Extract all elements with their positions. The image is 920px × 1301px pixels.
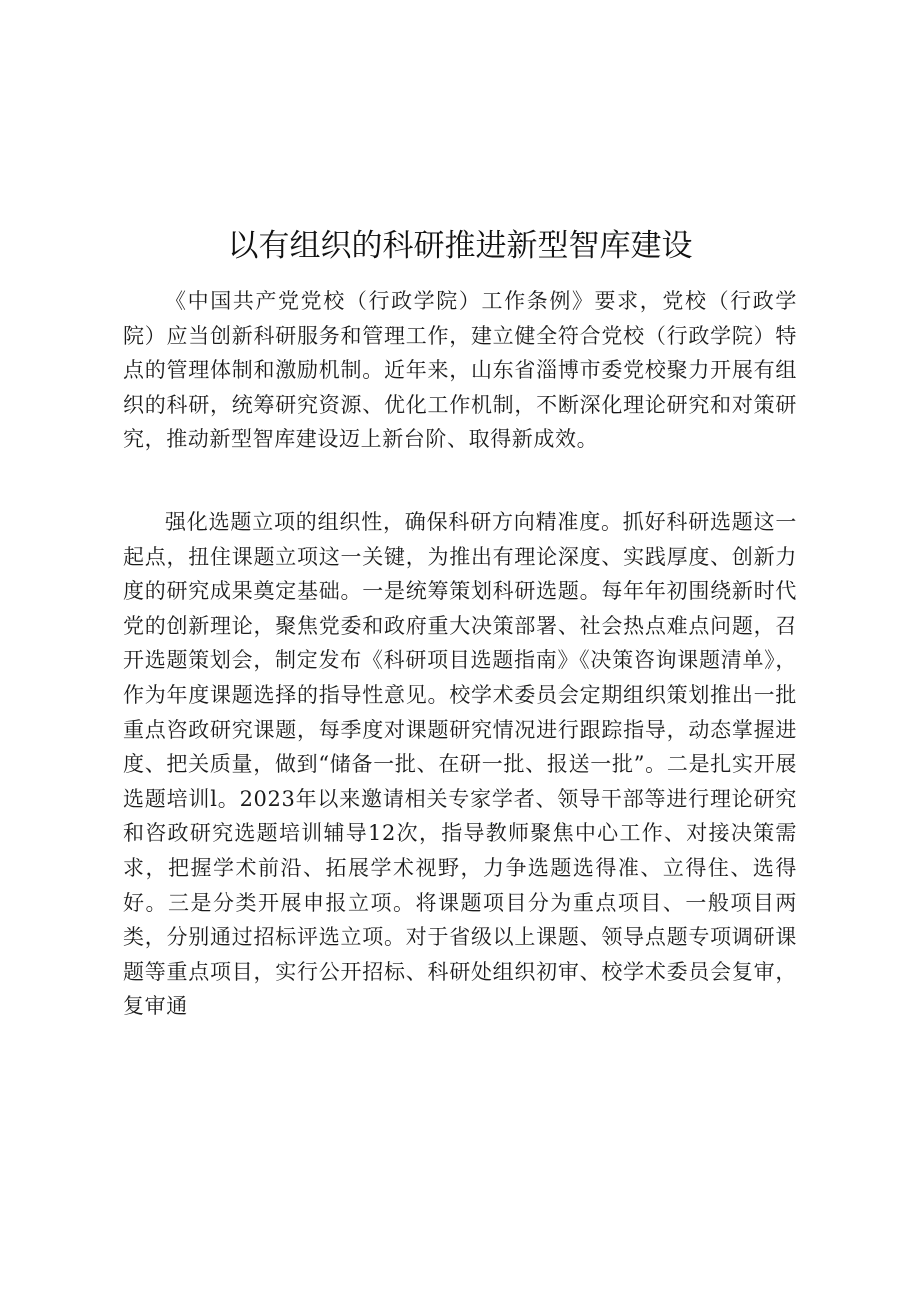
paragraph-topic-selection: 强化选题立项的组织性，确保科研方向精准度。抓好科研选题这一起点，扭住课题立项这一关键，为推出有理论深度、实践厚度、创新力度的研究成果奠定基础。一是统筹策划科研选题。每年年初围绕新时代党的创新理论，聚焦党委和政府重大决策部署、社会热点难点问题，召开选题策划会，制定发布《科研项目选题指南》《决策咨询课题清单》，作为年度课题选择的指导性意见。校学术委员会定期组织策划推出一批重点咨政研究课题，每季度对课题研究情况进行跟踪指导，动态掌握进度、把关质量，做到“储备一批、在研一批、报送一批”。二是扎实开展选题培训l。2023年以来邀请相关专家学者、领导干部等进行理论研究和咨政研究选题培训辅导12次，指导教师聚焦中心工作、对接决策需求，把握学术前沿、拓展学术视野，力争选题选得准、立得住、选得好。三是分类开展申报立项。将课题项目分为重点项目、一般项目两类，分别通过招标评选立项。对于省级以上课题、领导点题专项调研课题等重点项目，实行公开招标、科研处组织初审、校学术委员会复审，复审通 [123, 510, 797, 1019]
document-title: 以有组织的科研推进新型智库建设 [227, 228, 693, 264]
paragraph-intro: 《中国共产党党校（行政学院）工作条例》要求，党校（行政学院）应当创新科研服务和管理工作，建立健全符合党校（行政学院）特点的管理体制和激励机制。近年来，山东省淄博市委党校聚力开展有组织的科研，统筹研究资源、优化工作机制，不断深化理论研究和对策研究，推动新型智库建设迈上新台阶、取得新成效。 [123, 289, 797, 452]
